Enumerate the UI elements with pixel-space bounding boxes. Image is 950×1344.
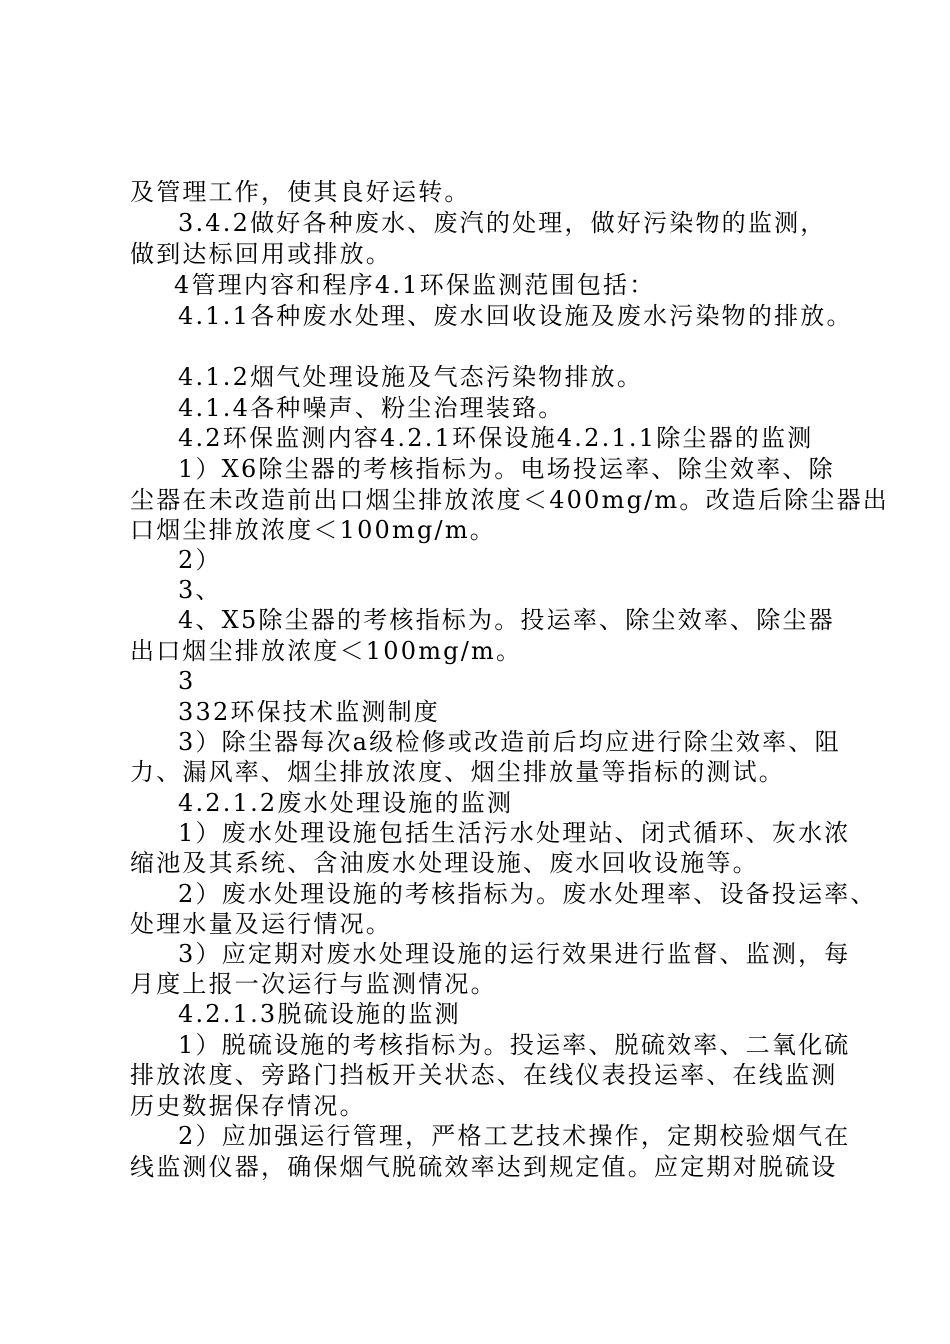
text-line: 4.1.2烟气处理设施及气态污染物排放。 (178, 363, 644, 391)
text-line: 2） (178, 546, 222, 574)
text-line: 1）X6除尘器的考核指标为。电场投运率、除尘效率、除 (178, 455, 835, 483)
text-line: 历史数据保存情况。 (130, 1092, 366, 1120)
text-line: 缩池及其系统、含油废水处理设施、废水回收设施等。 (130, 849, 759, 877)
text-line: 4.2环保监测内容4.2.1环保设施4.2.1.1除尘器的监测 (178, 424, 814, 452)
text-line: 口烟尘排放浓度＜100mg/m。 (130, 516, 496, 544)
text-line: 3）除尘器每次a级检修或改造前后均应进行除尘效率、阻 (178, 728, 841, 756)
text-line: 处理水量及运行情况。 (130, 910, 392, 938)
text-line: 4、X5除尘器的考核指标为。投运率、除尘效率、除尘器 (178, 606, 835, 634)
text-line: 332环保技术监测制度 (178, 698, 441, 726)
text-line: 3、 (178, 576, 222, 604)
text-line: 排放浓度、旁路门挡板开关状态、在线仪表投运率、在线监测 (130, 1061, 838, 1089)
text-line: 力、漏风率、烟尘排放浓度、烟尘排放量等指标的测试。 (130, 758, 785, 786)
text-line: 出口烟尘排放浓度＜100mg/m。 (130, 637, 523, 665)
text-line: 尘器在未改造前出口烟尘排放浓度＜400mg/m。改造后除尘器出 (130, 486, 889, 514)
text-line: 1）脱硫设施的考核指标为。投运率、脱硫效率、二氧化硫 (178, 1031, 851, 1059)
text-line: 4管理内容和程序4.1环保监测范围包括： (174, 271, 656, 299)
text-line: 2）废水处理设施的考核指标为。废水处理率、设备投运率、 (178, 880, 877, 908)
text-line: 及管理工作，使其良好运转。 (130, 178, 471, 206)
text-line: 月度上报一次运行与监测情况。 (130, 970, 497, 998)
text-line: 线监测仪器，确保烟气脱硫效率达到规定值。应定期对脱硫设 (130, 1153, 838, 1181)
text-line: 3 (178, 667, 196, 695)
text-line: 4.2.1.3脱硫设施的监测 (178, 1000, 461, 1028)
text-line: 3）应定期对废水处理设施的运行效果进行监督、监测，每 (178, 940, 851, 968)
text-line: 4.1.1各种废水处理、废水回收设施及废水污染物的排放。 (178, 302, 853, 330)
text-line: 2）应加强运行管理，严格工艺技术操作，定期校验烟气在 (178, 1122, 851, 1150)
text-line: 4.1.4各种噪声、粉尘治理装臵。 (178, 394, 565, 422)
text-line: 做到达标回用或排放。 (130, 240, 392, 268)
text-line: 4.2.1.2废水处理设施的监测 (178, 789, 514, 817)
text-line: 1）废水处理设施包括生活污水处理站、闭式循环、灰水浓 (178, 819, 851, 847)
text-line: 3.4.2做好各种废水、废汽的处理，做好污染物的监测， (178, 209, 827, 237)
